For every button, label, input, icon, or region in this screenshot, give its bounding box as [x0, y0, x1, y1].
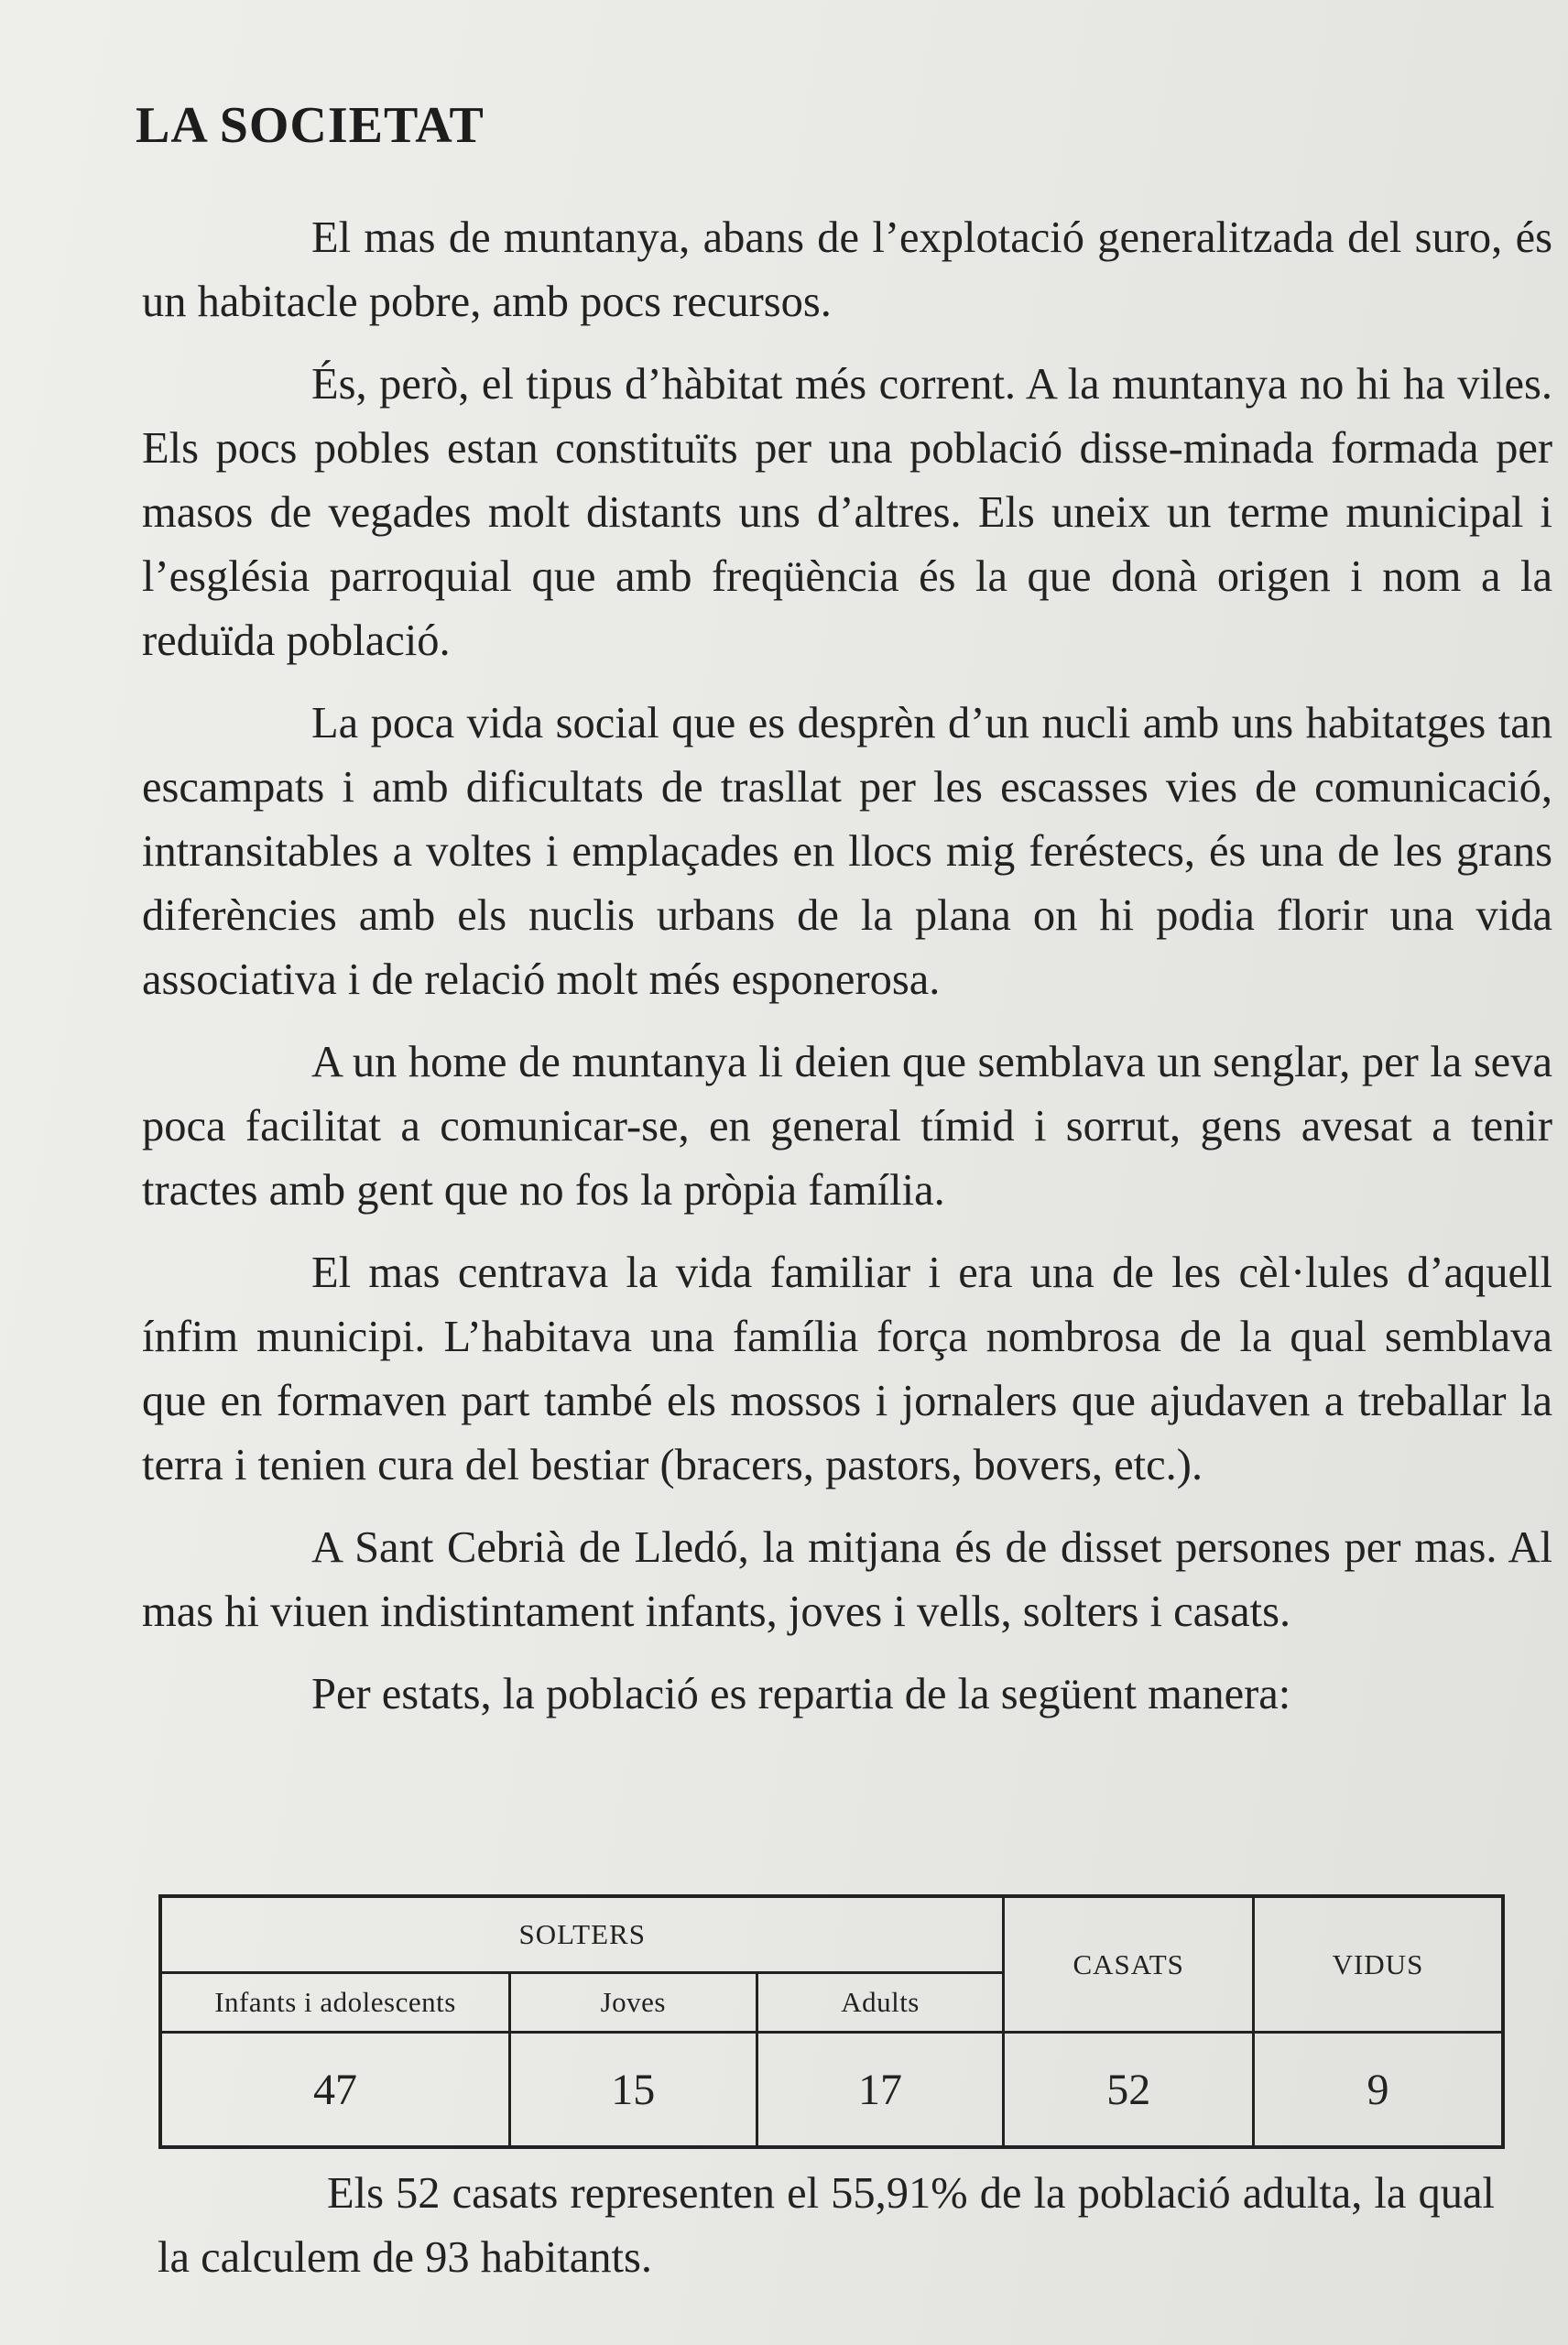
casats-value: 52 [1004, 2033, 1253, 2148]
adults-value: 17 [757, 2033, 1004, 2148]
infants-value: 47 [160, 2033, 510, 2148]
solters-header: SOLTERS [160, 1896, 1004, 1973]
adults-subheader: Adults [757, 1973, 1004, 2033]
paragraph-2: És, però, el tipus d’hàbitat més corrent. A la muntanya no hi ha viles. Els pocs pobles estan constituïts per una població disse-minada formada per masos de vegades molt distants uns d’altres. Els uneix un terme municipal i l’església parroquial que amb freqüència és la que donà origen i nom a la reduïda població. [142, 360, 1552, 665]
table-row [160, 2033, 1503, 2148]
paragraph-7: Per estats, la població es repartia de la següent manera: [311, 1670, 1291, 1718]
casats-header: CASATS [1004, 1896, 1253, 2033]
paragraph-3: La poca vida social que es desprèn d’un nucli amb uns habitatges tan escampats i amb dificultats de trasllat per les escasses vies de comunicació, intransitables a voltes i emplaçades en llocs mig feréstecs, és una de les grans diferències amb els nuclis urbans de la plana on hi podia florir una vida associativa i de relació molt més esponerosa. [142, 699, 1552, 1004]
section-heading: LA SOCIETAT [136, 97, 485, 154]
closing-text [158, 2162, 1495, 2290]
table-header-row [160, 1896, 1503, 1973]
paragraph-1: El mas de muntanya, abans de l’explotació generalitzada del suro, és un habitacle pobre, amb pocs recursos. [142, 213, 1552, 326]
paragraph-4: A un home de muntanya li deien que semblava un senglar, per la seva poca facilitat a comunicar-se, en general tímid i sorrut, gens avesat a tenir tractes amb gent que no fos la pròpia família. [142, 1038, 1552, 1215]
body-text [142, 206, 1552, 1745]
vidus-value: 9 [1253, 2033, 1503, 2148]
joves-value: 15 [510, 2033, 757, 2148]
closing-paragraph: Els 52 casats representen el 55,91% de la població adulta, la qual la calculem de 93 habitants. [158, 2169, 1495, 2282]
paragraph-6: A Sant Cebrià de Lledó, la mitjana és de disset persones per mas. Al mas hi viuen indistintament infants, joves i vells, solters i casats. [142, 1523, 1552, 1636]
joves-subheader: Joves [510, 1973, 757, 2033]
paragraph-5: El mas centrava la vida familiar i era una de les cèl·lules d’aquell ínfim municipi. L’habitava una família força nombrosa de la qual semblava que en formaven part també els mossos i jornalers que ajudaven a treballar la terra i tenien cura del bestiar (bracers, pastors, bovers, etc.). [142, 1249, 1552, 1489]
vidus-header: VIDUS [1253, 1896, 1503, 2033]
population-table [158, 1894, 1505, 2149]
infants-subheader: Infants i adolescents [160, 1973, 510, 2033]
